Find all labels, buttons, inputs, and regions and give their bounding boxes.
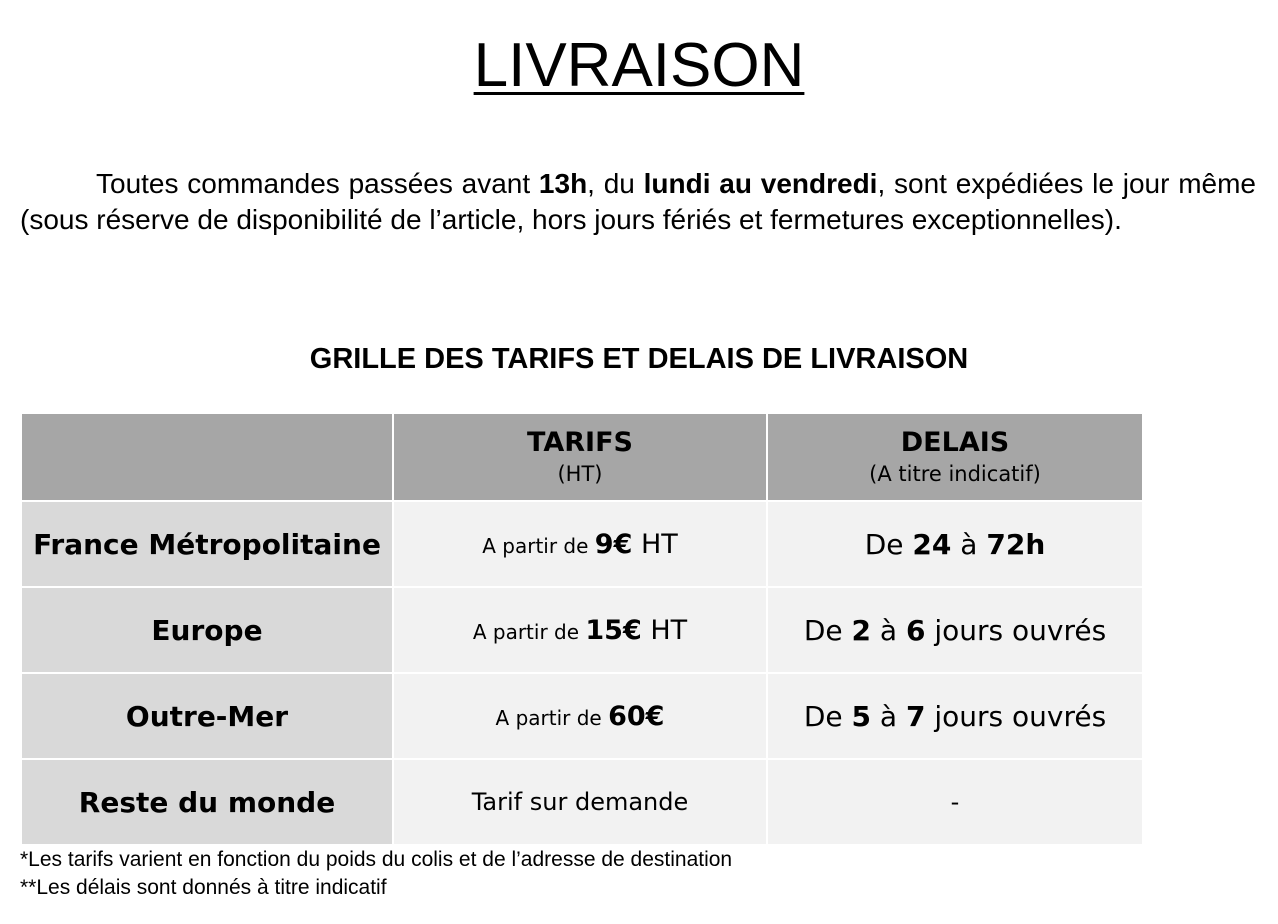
header-tarifs [393,413,767,501]
delay-cell [767,587,1143,673]
delay-de: De [803,699,852,733]
table-row [21,673,1143,759]
price-prefix: A partir de [482,533,595,558]
tariff-table [20,412,1144,846]
delay-to: 6 [905,613,926,647]
delay-to: 72h [986,527,1046,561]
delay-de: De [864,527,913,561]
delay-unit: jours ouvrés [925,613,1107,647]
delay-from: 24 [912,527,952,561]
page-title: LIVRAISON [473,31,805,100]
table-row [21,587,1143,673]
price-value: 60€ [608,700,665,732]
delay-cell [767,673,1143,759]
delay-a: à [871,699,906,733]
price-cell [393,587,767,673]
delay-cell [767,501,1143,587]
zone-cell: France Métropolitaine [21,501,393,587]
header-zone [21,413,393,501]
table-header-row [21,413,1143,501]
header-delais-sub: (A titre indicatif) [869,462,1041,486]
header-delais [767,413,1143,501]
intro-text: Toutes commandes passées avant [96,168,539,199]
intro-text: , sont expédiées le jour même (sous réserve de disponibilité de l’article, hors jours fériés et fermetures exceptionnelles). [20,168,1256,235]
intro-days: lundi au vendredi [643,168,878,199]
intro-paragraph [20,166,1256,238]
price-suffix: HT [641,614,688,646]
price-value: 9€ [594,528,633,560]
price-prefix: A partir de [495,705,609,730]
delay-unit: jours ouvrés [925,699,1107,733]
footnote-delais: **Les délais sont donnés à titre indicatif [20,876,387,899]
delay-a: à [951,527,987,561]
header-delais-label: DELAIS [900,427,1010,458]
table-row [21,759,1143,845]
delay-to: 7 [905,699,926,733]
delay-de: De [803,613,852,647]
price-cell: Tarif sur demande [393,759,767,845]
delay-from: 5 [851,699,871,733]
footnote-tarifs: *Les tarifs varient en fonction du poids du colis et de l’adresse de destination [20,848,733,871]
price-value: 15€ [585,614,642,646]
grid-title: GRILLE DES TARIFS ET DELAIS DE LIVRAISON [309,343,969,375]
delay-from: 2 [851,613,871,647]
table-row [21,501,1143,587]
delay-cell: - [767,759,1143,845]
header-tarifs-sub: (HT) [557,462,603,486]
header-tarifs-label: TARIFS [527,427,633,458]
price-prefix: A partir de [472,619,586,644]
delay-a: à [871,613,906,647]
price-cell [393,673,767,759]
zone-cell: Europe [21,587,393,673]
price-cell [393,501,767,587]
price-suffix: HT [632,528,678,560]
zone-cell: Reste du monde [21,759,393,845]
intro-text: , du [587,168,644,199]
intro-time: 13h [538,168,588,199]
zone-cell: Outre-Mer [21,673,393,759]
